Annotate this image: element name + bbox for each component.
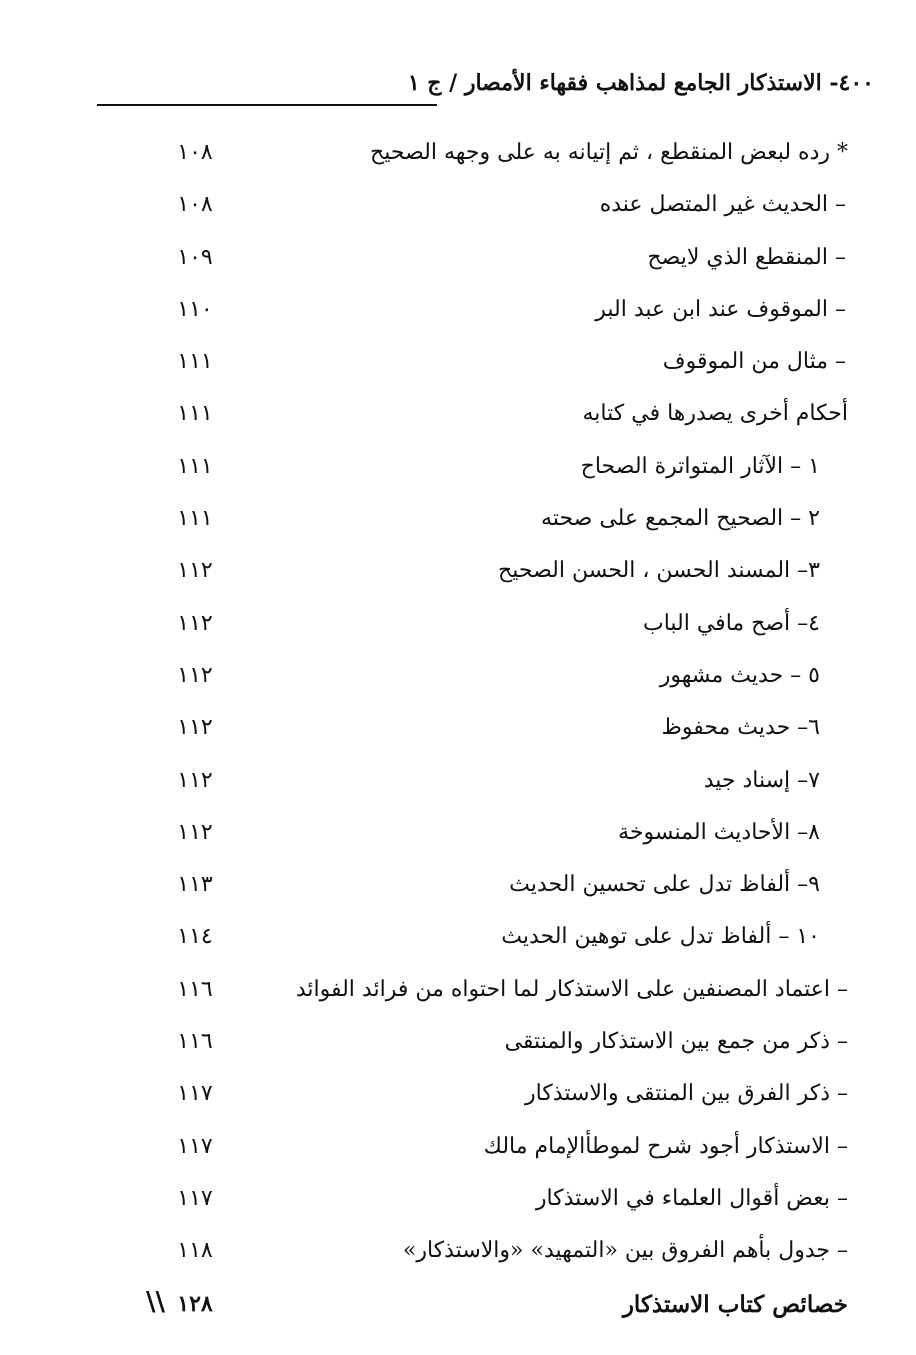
toc-row [0, 864, 916, 916]
toc-entry-text: ٢ – الصحيح المجمع على صحته [541, 506, 820, 532]
toc-row [0, 132, 916, 184]
toc-entry-text: ٥ – حديث مشهور [659, 662, 820, 688]
toc-page-number: ١١٢ [177, 610, 213, 636]
toc-entry-text: – مثال من الموقوف [662, 349, 846, 375]
toc-entry-text: ٣– المسند الحسن ، الحسن الصحيح [498, 558, 820, 584]
toc-page-number: ١٠٩ [177, 244, 213, 270]
toc-row [0, 550, 916, 602]
toc-row [0, 184, 916, 236]
toc-row [0, 446, 916, 498]
toc-entry-text: – الاستذكار أجود شرح لموطأالإمام مالك [483, 1133, 848, 1159]
toc-entry-text: – ذكر من جمع بين الاستذكار والمنتقى [504, 1029, 848, 1055]
toc-row [0, 498, 916, 550]
toc-page-number: ١٢٨ [177, 1290, 213, 1317]
toc-row [0, 1021, 916, 1073]
toc-entry-text: – الحديث غير المتصل عنده [599, 192, 846, 218]
toc-row [0, 393, 916, 445]
toc-page-number: ١١٠ [177, 296, 213, 322]
toc-row [0, 655, 916, 707]
toc-page-number: ١١٢ [177, 819, 213, 845]
toc-entry-text: ٩– ألفاظ تدل على تحسين الحديث [509, 872, 820, 898]
toc-entry-text: – جدول بأهم الفروق بين «التمهيد» «والاستذكار» [402, 1238, 848, 1264]
toc-entry-text: – بعض أقوال العلماء في الاستذكار [535, 1185, 848, 1211]
toc-row [0, 1126, 916, 1178]
toc-page-number: ١١٧ [177, 1185, 213, 1211]
toc-row [0, 341, 916, 393]
toc-entry-text: ٦– حديث محفوظ [661, 715, 820, 741]
toc-row [0, 1283, 916, 1335]
toc-row [0, 289, 916, 341]
toc-row [0, 1230, 916, 1282]
toc-row [0, 1178, 916, 1230]
toc-entry-text: * رده لبعض المنقطع ، ثم إتيانه به على وجهه الصحيح [370, 140, 848, 165]
toc-entry-text: ٧– إسناد جيد [703, 767, 820, 793]
toc-page-number: ١١٨ [177, 1238, 213, 1264]
toc-page-number: ١١٣ [177, 872, 213, 898]
toc-page-number: ١١٢ [177, 558, 213, 584]
toc-page-number: ١١٦ [177, 976, 213, 1002]
toc-page-number: ١١٧ [177, 1133, 213, 1159]
toc-entry-text: – المنقطع الذي لايصح [647, 244, 846, 270]
toc-row [0, 1073, 916, 1125]
toc-row [0, 812, 916, 864]
toc-entry-text: – ذكر الفرق بين المنتقى والاستذكار [524, 1081, 848, 1107]
toc-page-number: ١١٧ [177, 1081, 213, 1107]
table-of-contents [0, 132, 916, 1335]
toc-page-number: ١١٢ [177, 767, 213, 793]
toc-page-number: ١١٢ [177, 715, 213, 741]
toc-entry-text: ٨– الأحاديث المنسوخة [618, 819, 820, 845]
margin-mark: \\ [146, 1287, 165, 1317]
toc-entry-text: ١ – الآثار المتواترة الصحاح [580, 453, 820, 479]
toc-row [0, 916, 916, 968]
toc-entry-text: – الموقوف عند ابن عبد البر [595, 296, 846, 322]
toc-page-number: ١١١ [177, 506, 213, 532]
toc-entry-text: ١٠ – ألفاظ تدل على توهين الحديث [501, 924, 820, 950]
toc-row [0, 603, 916, 655]
toc-page-number: ١١٤ [177, 924, 213, 950]
toc-page-number: ١٠٨ [177, 140, 213, 165]
toc-row [0, 707, 916, 759]
toc-row [0, 760, 916, 812]
toc-entry-text: ٤– أصح مافي الباب [642, 610, 820, 636]
running-header: ٤٠٠- الاستذكار الجامع لمذاهب فقهاء الأمصار / ج ١ [407, 70, 874, 96]
toc-page-number: ١١١ [177, 401, 213, 427]
toc-page-number: ١١١ [177, 349, 213, 375]
toc-page-number: ١٠٨ [177, 192, 213, 218]
toc-row [0, 969, 916, 1021]
toc-page-number: ١١١ [177, 453, 213, 479]
toc-entry-text: – اعتماد المصنفين على الاستذكار لما احتواه من فرائد الفوائد [295, 976, 848, 1002]
toc-page-number: ١١٦ [177, 1029, 213, 1055]
toc-row [0, 237, 916, 289]
toc-page-number: ١١٢ [177, 662, 213, 688]
toc-entry-text: خصائص كتاب الاستذكار [622, 1290, 848, 1318]
toc-entry-text: أحكام أخرى يصدرها في كتابه [582, 401, 848, 427]
header-rule [97, 104, 437, 106]
